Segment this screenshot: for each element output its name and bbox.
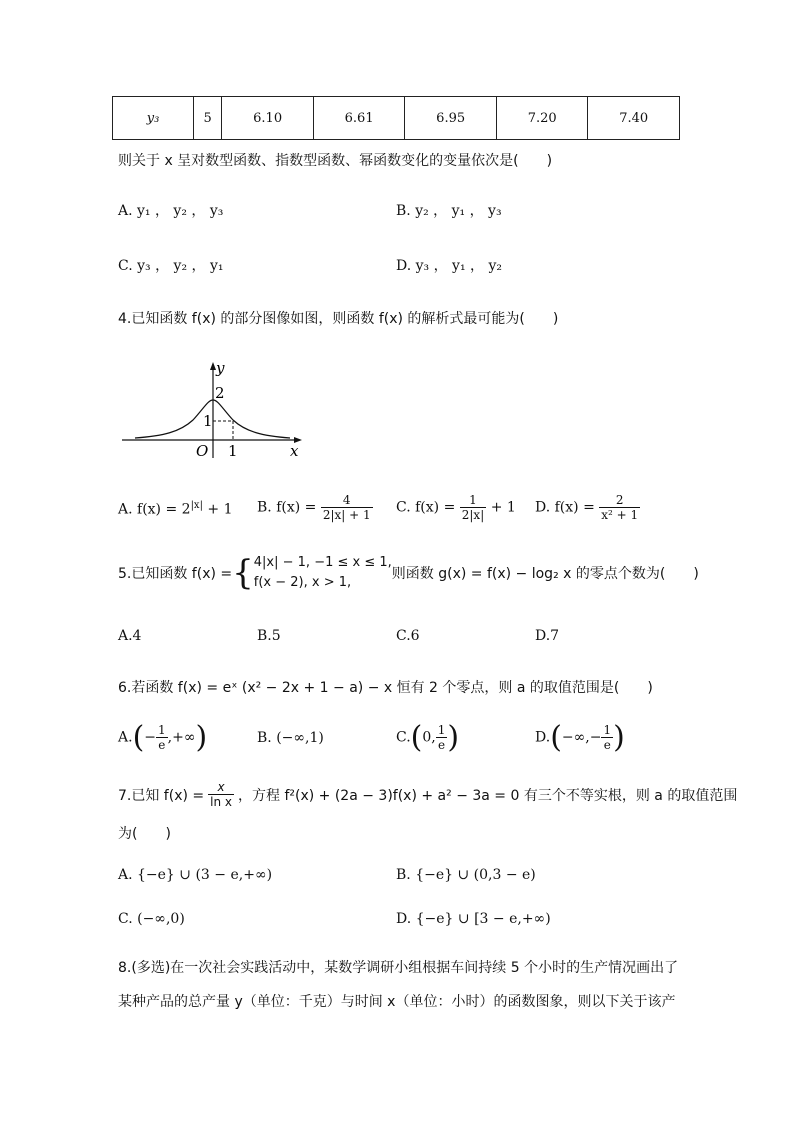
tick-y2: 2 (215, 384, 225, 402)
table-cell: 7.20 (496, 97, 588, 140)
row-label: y₃ (113, 97, 194, 140)
q3-stem: 则关于 x 呈对数型函数、指数型函数、幂函数变化的变量依次是( ) (118, 153, 553, 169)
tick-x1: 1 (228, 442, 238, 460)
q7-stem: 7.已知 f(x) = $\frac{x}{\text{ln x}}$ ，方程 f²(x) + (2a − 3)f(x) + a² − 3a = 0 有三个不等实根，则 a 的取值范围 (118, 780, 738, 809)
table-row (113, 97, 680, 140)
values-table (112, 96, 680, 140)
q7-option-b: B. {−e} ∪ (0,3 − e) (396, 867, 536, 883)
q6-stem: 6.若函数 f(x) = eˣ (x² − 2x + 1 − a) − x 恒有 2 个零点，则 a 的取值范围是( ) (118, 680, 653, 696)
q5-option-b: B.5 (257, 628, 281, 644)
q5-option-c: C.6 (396, 628, 420, 644)
fraction: $\frac{1}{2|x|}$ (461, 493, 485, 522)
q4-option-b: B. f(x) = $\frac{4}{2|x| + 1}$ (257, 493, 371, 522)
q5-stem: 5.已知函数 f(x) = { 4|x| − 1, −1 ≤ x ≤ 1, f(x − 2), x > 1, 则函数 g(x) = f(x) − log₂ x 的零点个数为( ) (118, 553, 699, 593)
fraction: $\frac{x}{\text{ln x}}$ (210, 780, 232, 809)
table-cell: 5 (194, 97, 222, 140)
q4-option-d: D. f(x) = $\frac{2}{\text{x² + 1}}$ (535, 493, 639, 522)
q8-line1: 8.(多选)在一次社会实践活动中，某数学调研小组根据车间持续 5 个小时的生产情况画出了 (118, 960, 679, 976)
q6-option-b: B. (−∞,1) (257, 730, 324, 746)
q7-option-d: D. {−e} ∪ [3 − e,+∞) (396, 911, 551, 927)
x-label: x (290, 442, 299, 460)
q5-option-a: A.4 (118, 628, 142, 644)
tick-y1: 1 (203, 412, 213, 430)
q5-option-d: D.7 (535, 628, 560, 644)
fraction: $\frac{1}{e}$ (158, 723, 166, 752)
q7-stem-cont: 为( ) (118, 826, 171, 842)
piecewise-cases: 4|x| − 1, −1 ≤ x ≤ 1, f(x − 2), x > 1, (253, 555, 392, 590)
table-cell: 6.10 (222, 97, 314, 140)
q4-option-a: A. $f(x) = 2^{|x|} + 1$ (118, 500, 233, 518)
q3-option-b: B. y₂ ， y₁ ， y₃ (396, 203, 502, 219)
q4-stem: 4.已知函数 f(x) 的部分图像如图，则函数 f(x) 的解析式最可能为( ) (118, 311, 559, 327)
q3-option-a: A. y₁ ， y₂ ， y₃ (118, 203, 224, 219)
q4-graph (118, 358, 308, 468)
q6-option-c: C.(0, $\frac{1}{e}$ ) (396, 720, 460, 755)
brace-icon: { (232, 553, 254, 593)
q7-option-a: A. {−e} ∪ (3 − e,+∞) (118, 867, 273, 883)
fraction: $\frac{2}{\text{x² + 1}}$ (601, 493, 639, 522)
fraction: $\frac{4}{2|x| + 1}$ (322, 493, 371, 522)
q6-option-d: D.(−∞,− $\frac{1}{e}$ ) (535, 720, 625, 755)
y-label: y (216, 359, 225, 377)
q7-option-c: C. (−∞,0) (118, 911, 185, 927)
table-cell: 6.61 (313, 97, 405, 140)
origin-label: O (196, 442, 209, 460)
q3-option-d: D. y₃ ， y₁ ， y₂ (396, 258, 502, 274)
table-cell: 7.40 (588, 97, 680, 140)
q6-option-a: A.(− $\frac{1}{e}$ ,+∞) (118, 720, 208, 755)
q8-line2: 某种产品的总产量 y（单位：千克）与时间 x（单位：小时）的函数图象，则以下关于该产 (118, 994, 676, 1010)
fraction: $\frac{1}{e}$ (437, 723, 446, 752)
q4-option-c: C. f(x) = $\frac{1}{2|x|}$ + 1 (396, 493, 516, 522)
table-cell: 6.95 (405, 97, 497, 140)
q3-option-c: C. y₃ ， y₂ ， y₁ (118, 258, 224, 274)
fraction: $\frac{1}{e}$ (603, 723, 612, 752)
